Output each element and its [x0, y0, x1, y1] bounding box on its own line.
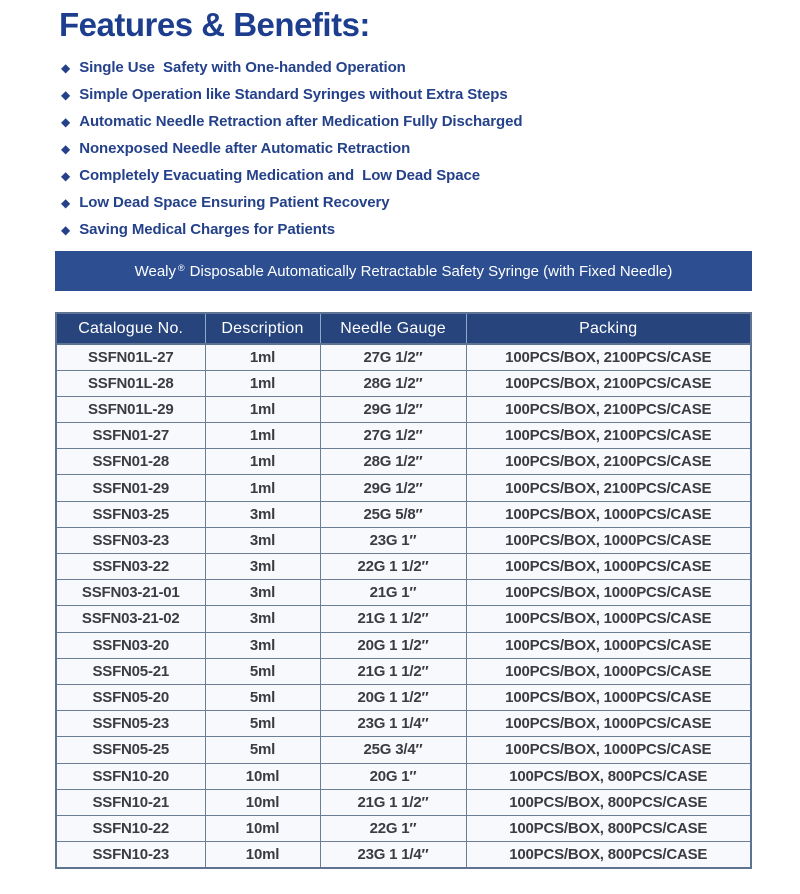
table-row [56, 737, 751, 763]
cell-needle-gauge: 23G 1 1/4″ [320, 842, 466, 868]
table-row [56, 501, 751, 527]
cell-needle-gauge: 28G 1/2″ [320, 370, 466, 396]
feature-text: Automatic Needle Retraction after Medication Fully Discharged [79, 113, 523, 130]
cell-packing: 100PCS/BOX, 1000PCS/CASE [466, 554, 751, 580]
cell-description: 3ml [205, 554, 320, 580]
cell-packing: 100PCS/BOX, 1000PCS/CASE [466, 711, 751, 737]
feature-text: Nonexposed Needle after Automatic Retraction [79, 140, 411, 157]
cell-packing: 100PCS/BOX, 2100PCS/CASE [466, 449, 751, 475]
cell-catalogue-no: SSFN01-29 [56, 475, 205, 501]
table-row [56, 370, 751, 396]
cell-description: 10ml [205, 815, 320, 841]
cell-catalogue-no: SSFN03-20 [56, 632, 205, 658]
table-row [56, 842, 751, 868]
product-table [55, 312, 752, 869]
cell-catalogue-no: SSFN10-22 [56, 815, 205, 841]
diamond-bullet-icon: ◆ [61, 141, 71, 156]
diamond-bullet-icon: ◆ [61, 87, 71, 102]
cell-description: 3ml [205, 632, 320, 658]
cell-packing: 100PCS/BOX, 1000PCS/CASE [466, 606, 751, 632]
cell-catalogue-no: SSFN03-22 [56, 554, 205, 580]
table-row [56, 527, 751, 553]
brand-name: Wealy [134, 262, 177, 280]
cell-needle-gauge: 25G 5/8″ [320, 501, 466, 527]
feature-item [61, 108, 522, 135]
cell-needle-gauge: 21G 1 1/2″ [320, 658, 466, 684]
cell-catalogue-no: SSFN01L-29 [56, 396, 205, 422]
cell-description: 3ml [205, 580, 320, 606]
cell-catalogue-no: SSFN05-25 [56, 737, 205, 763]
cell-needle-gauge: 21G 1″ [320, 580, 466, 606]
cell-description: 1ml [205, 449, 320, 475]
cell-needle-gauge: 29G 1/2″ [320, 396, 466, 422]
feature-item [61, 54, 522, 81]
cell-catalogue-no: SSFN01L-28 [56, 370, 205, 396]
cell-needle-gauge: 27G 1/2″ [320, 423, 466, 449]
cell-packing: 100PCS/BOX, 1000PCS/CASE [466, 527, 751, 553]
table-row [56, 815, 751, 841]
cell-packing: 100PCS/BOX, 1000PCS/CASE [466, 658, 751, 684]
table-row [56, 475, 751, 501]
feature-item [61, 135, 522, 162]
cell-description: 1ml [205, 370, 320, 396]
cell-packing: 100PCS/BOX, 2100PCS/CASE [466, 396, 751, 422]
cell-description: 1ml [205, 423, 320, 449]
cell-packing: 100PCS/BOX, 800PCS/CASE [466, 789, 751, 815]
registered-trademark-icon: ® [178, 263, 185, 273]
cell-needle-gauge: 28G 1/2″ [320, 449, 466, 475]
cell-catalogue-no: SSFN01L-27 [56, 344, 205, 370]
table-row [56, 763, 751, 789]
cell-catalogue-no: SSFN10-20 [56, 763, 205, 789]
table-header [56, 313, 751, 344]
feature-item [61, 81, 522, 108]
cell-description: 3ml [205, 501, 320, 527]
cell-description: 10ml [205, 763, 320, 789]
cell-needle-gauge: 27G 1/2″ [320, 344, 466, 370]
cell-needle-gauge: 22G 1″ [320, 815, 466, 841]
diamond-bullet-icon: ◆ [61, 60, 71, 75]
cell-needle-gauge: 21G 1 1/2″ [320, 789, 466, 815]
cell-packing: 100PCS/BOX, 2100PCS/CASE [466, 344, 751, 370]
feature-text: Completely Evacuating Medication and Low Dead Space [79, 167, 480, 184]
cell-description: 5ml [205, 737, 320, 763]
product-banner [55, 251, 752, 291]
column-header-needle-gauge: Needle Gauge [320, 313, 466, 344]
cell-catalogue-no: SSFN01-28 [56, 449, 205, 475]
cell-packing: 100PCS/BOX, 1000PCS/CASE [466, 580, 751, 606]
cell-catalogue-no: SSFN03-23 [56, 527, 205, 553]
column-header-description: Description [205, 313, 320, 344]
diamond-bullet-icon: ◆ [61, 168, 71, 183]
feature-text: Saving Medical Charges for Patients [79, 221, 335, 238]
cell-packing: 100PCS/BOX, 800PCS/CASE [466, 763, 751, 789]
feature-text: Single Use Safety with One-handed Operation [79, 59, 406, 76]
cell-needle-gauge: 21G 1 1/2″ [320, 606, 466, 632]
cell-description: 1ml [205, 344, 320, 370]
cell-packing: 100PCS/BOX, 1000PCS/CASE [466, 501, 751, 527]
cell-packing: 100PCS/BOX, 2100PCS/CASE [466, 423, 751, 449]
cell-needle-gauge: 22G 1 1/2″ [320, 554, 466, 580]
cell-catalogue-no: SSFN10-21 [56, 789, 205, 815]
table-row [56, 606, 751, 632]
diamond-bullet-icon: ◆ [61, 114, 71, 129]
cell-catalogue-no: SSFN05-23 [56, 711, 205, 737]
banner-text: Disposable Automatically Retractable Safety Syringe (with Fixed Needle) [189, 262, 673, 280]
cell-catalogue-no: SSFN05-21 [56, 658, 205, 684]
cell-description: 5ml [205, 684, 320, 710]
feature-text: Simple Operation like Standard Syringes without Extra Steps [79, 86, 508, 103]
table-header-row [56, 313, 751, 344]
cell-catalogue-no: SSFN03-25 [56, 501, 205, 527]
cell-packing: 100PCS/BOX, 1000PCS/CASE [466, 737, 751, 763]
cell-needle-gauge: 20G 1 1/2″ [320, 632, 466, 658]
cell-description: 1ml [205, 396, 320, 422]
feature-text: Low Dead Space Ensuring Patient Recovery [79, 194, 390, 211]
cell-catalogue-no: SSFN05-20 [56, 684, 205, 710]
cell-packing: 100PCS/BOX, 800PCS/CASE [466, 815, 751, 841]
cell-catalogue-no: SSFN01-27 [56, 423, 205, 449]
cell-description: 3ml [205, 527, 320, 553]
table-row [56, 711, 751, 737]
table-row [56, 632, 751, 658]
feature-item [61, 162, 522, 189]
cell-needle-gauge: 20G 1 1/2″ [320, 684, 466, 710]
table-row [56, 423, 751, 449]
table-row [56, 789, 751, 815]
cell-packing: 100PCS/BOX, 1000PCS/CASE [466, 632, 751, 658]
diamond-bullet-icon: ◆ [61, 195, 71, 210]
page-title: Features & Benefits: [59, 6, 370, 43]
cell-description: 5ml [205, 711, 320, 737]
cell-description: 10ml [205, 789, 320, 815]
cell-packing: 100PCS/BOX, 2100PCS/CASE [466, 475, 751, 501]
cell-description: 1ml [205, 475, 320, 501]
cell-catalogue-no: SSFN03-21-02 [56, 606, 205, 632]
feature-item [61, 216, 522, 243]
cell-packing: 100PCS/BOX, 800PCS/CASE [466, 842, 751, 868]
table-row [56, 344, 751, 370]
cell-description: 10ml [205, 842, 320, 868]
features-list [61, 54, 522, 243]
table-row [56, 580, 751, 606]
cell-needle-gauge: 20G 1″ [320, 763, 466, 789]
table-row [56, 554, 751, 580]
feature-item [61, 189, 522, 216]
cell-description: 5ml [205, 658, 320, 684]
cell-description: 3ml [205, 606, 320, 632]
cell-needle-gauge: 23G 1 1/4″ [320, 711, 466, 737]
cell-packing: 100PCS/BOX, 2100PCS/CASE [466, 370, 751, 396]
table-row [56, 396, 751, 422]
cell-needle-gauge: 25G 3/4″ [320, 737, 466, 763]
cell-needle-gauge: 23G 1″ [320, 527, 466, 553]
table-row [56, 449, 751, 475]
table-body [56, 344, 751, 868]
diamond-bullet-icon: ◆ [61, 222, 71, 237]
column-header-catalogue-no: Catalogue No. [56, 313, 205, 344]
cell-needle-gauge: 29G 1/2″ [320, 475, 466, 501]
table-row [56, 658, 751, 684]
cell-packing: 100PCS/BOX, 1000PCS/CASE [466, 684, 751, 710]
cell-catalogue-no: SSFN10-23 [56, 842, 205, 868]
cell-catalogue-no: SSFN03-21-01 [56, 580, 205, 606]
table-row [56, 684, 751, 710]
column-header-packing: Packing [466, 313, 751, 344]
